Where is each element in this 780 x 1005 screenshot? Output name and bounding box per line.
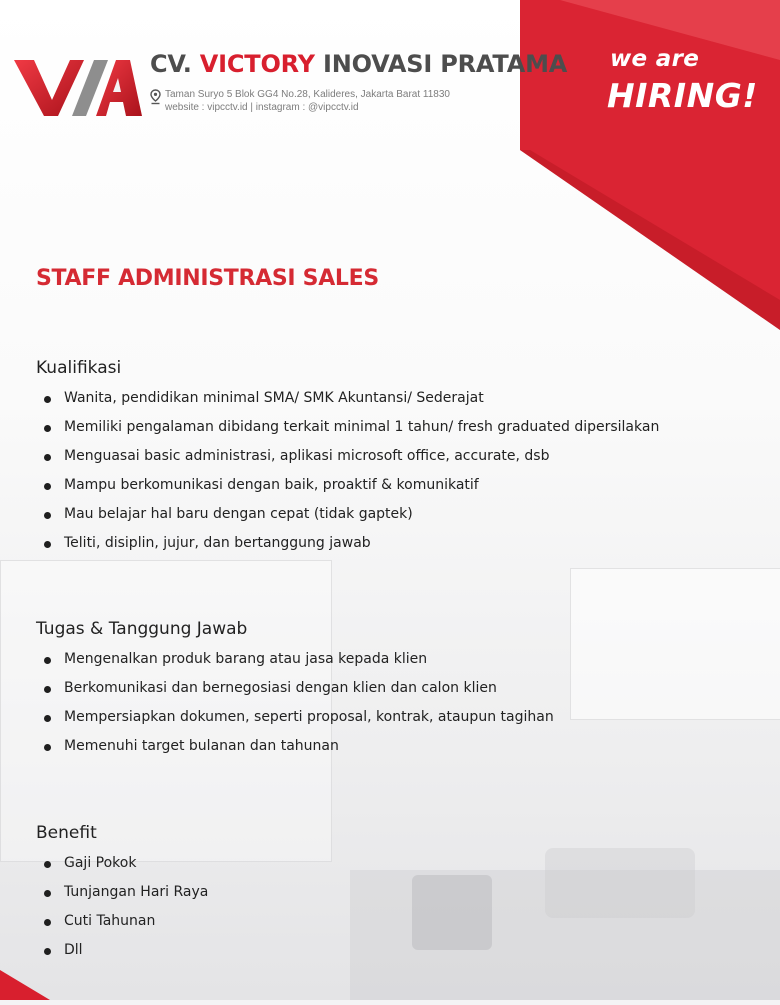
bullet-icon — [44, 541, 51, 548]
list-item: Tunjangan Hari Raya — [36, 884, 208, 913]
benefit-list — [36, 855, 208, 971]
bullet-icon — [44, 744, 51, 751]
list-item: Cuti Tahunan — [36, 913, 208, 942]
qualification-list — [36, 390, 659, 564]
duties-list — [36, 651, 554, 767]
company-name: CV. VICTORY INOVASI PRATAMA — [150, 50, 568, 78]
list-item: Mempersiapkan dokumen, seperti proposal, kontrak, ataupun tagihan — [36, 709, 554, 738]
via-logo — [12, 48, 144, 118]
company-address: Taman Suryo 5 Blok GG4 No.28, Kalideres, Jakarta Barat 11830 — [165, 89, 450, 100]
bullet-icon — [44, 425, 51, 432]
list-item: Memiliki pengalaman dibidang terkait minimal 1 tahun/ fresh graduated dipersilakan — [36, 419, 659, 448]
bullet-icon — [44, 512, 51, 519]
hiring-line-1: we are — [610, 46, 700, 72]
list-item: Teliti, disiplin, jujur, dan bertanggung jawab — [36, 535, 659, 564]
bullet-icon — [44, 715, 51, 722]
hiring-line-2: HIRING! — [607, 76, 758, 115]
section-heading: Tugas & Tanggung Jawab — [36, 619, 248, 639]
bullet-icon — [44, 686, 51, 693]
backdrop-monitor — [570, 568, 780, 720]
bullet-icon — [44, 861, 51, 868]
list-item: Mengenalkan produk barang atau jasa kepada klien — [36, 651, 554, 680]
list-item: Gaji Pokok — [36, 855, 208, 884]
list-item: Wanita, pendidikan minimal SMA/ SMK Akuntansi/ Sederajat — [36, 390, 659, 419]
bullet-icon — [44, 948, 51, 955]
bullet-icon — [44, 657, 51, 664]
backdrop-chair — [545, 848, 695, 918]
list-item: Mau belajar hal baru dengan cepat (tidak gaptek) — [36, 506, 659, 535]
address-block — [150, 88, 450, 114]
bullet-icon — [44, 919, 51, 926]
section-kualifikasi — [36, 358, 659, 564]
list-item: Dll — [36, 942, 208, 971]
bullet-icon — [44, 396, 51, 403]
section-heading: Kualifikasi — [36, 358, 122, 378]
job-title: STAFF ADMINISTRASI SALES — [36, 266, 379, 291]
section-heading: Benefit — [36, 823, 97, 843]
section-tugas — [36, 619, 554, 767]
list-item: Menguasai basic administrasi, aplikasi microsoft office, accurate, dsb — [36, 448, 659, 477]
location-pin-icon — [150, 89, 161, 105]
bullet-icon — [44, 890, 51, 897]
bullet-icon — [44, 454, 51, 461]
list-item: Berkomunikasi dan bernegosiasi dengan klien dan calon klien — [36, 680, 554, 709]
list-item: Memenuhi target bulanan dan tahunan — [36, 738, 554, 767]
section-benefit — [36, 823, 208, 971]
backdrop-desk-phone — [412, 875, 492, 950]
list-item: Mampu berkomunikasi dengan baik, proaktif & komunikatif — [36, 477, 659, 506]
company-contact: website : vipcctv.id | instagram : @vipcctv.id — [165, 102, 359, 113]
bullet-icon — [44, 483, 51, 490]
company-name-accent: VICTORY — [199, 50, 315, 78]
